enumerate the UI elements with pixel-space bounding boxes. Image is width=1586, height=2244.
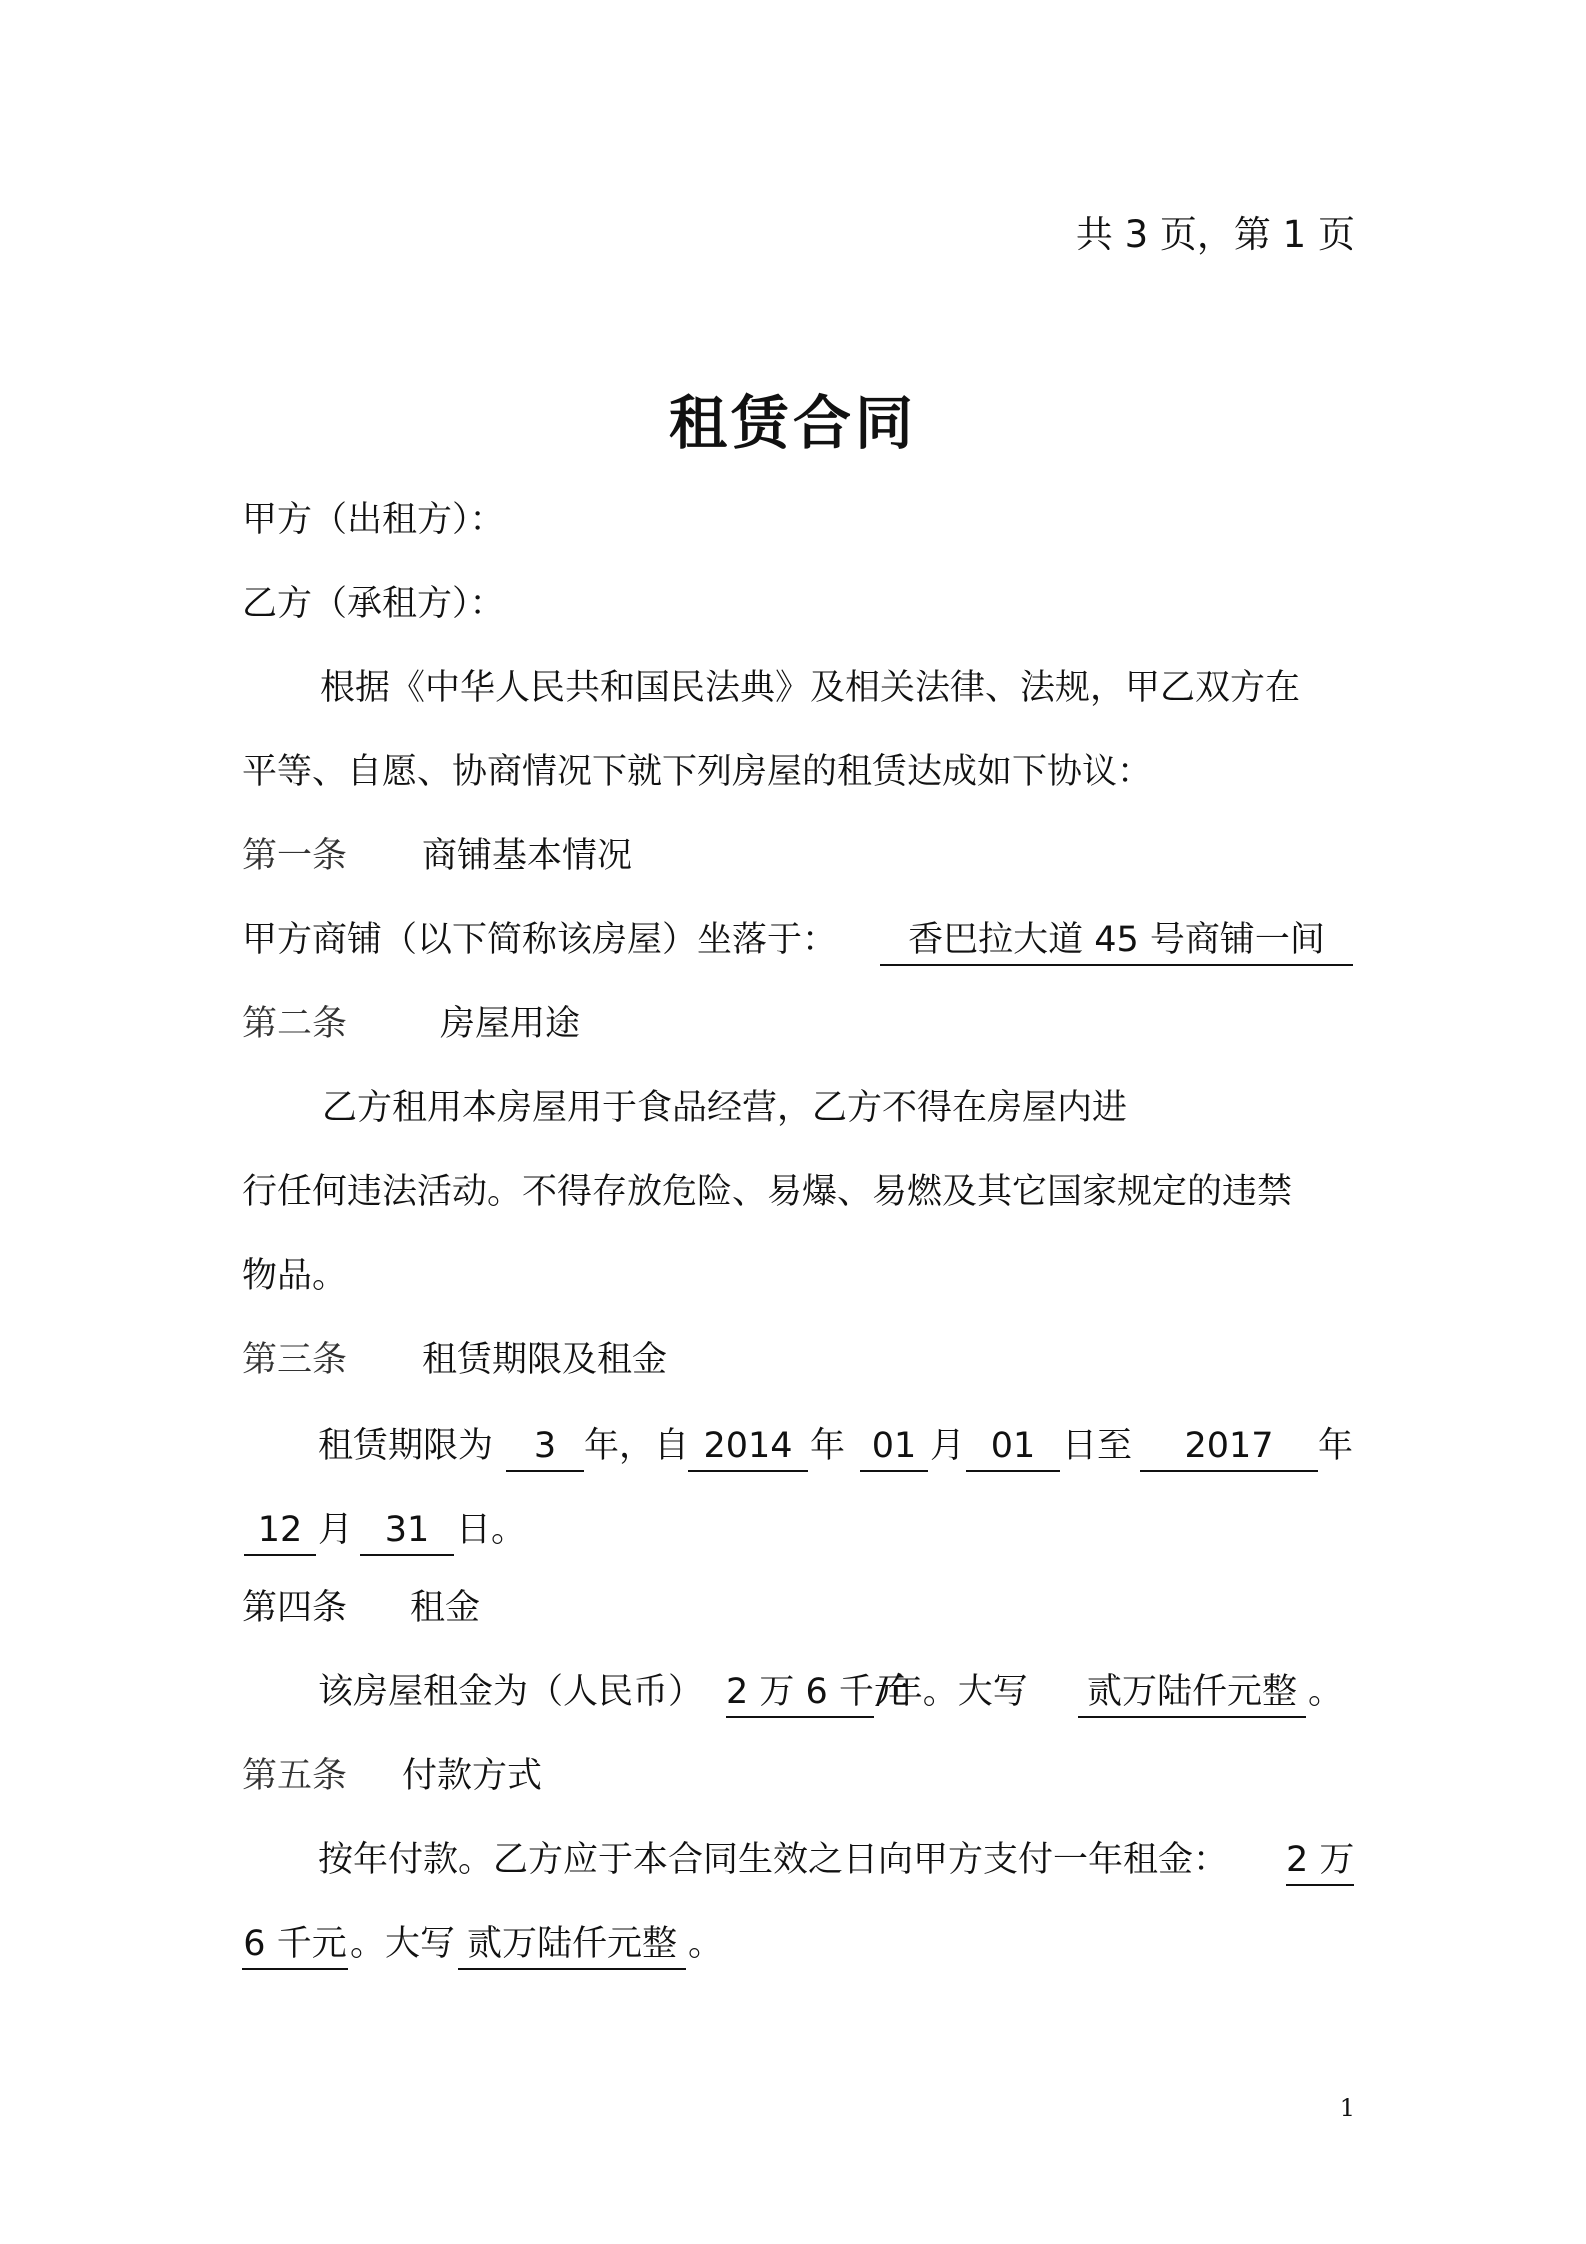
start-year-char: 年 [810,1426,846,1466]
article-5-heading: 付款方式 [402,1756,543,1796]
term-years: 3 [506,1422,584,1472]
payment-amount-part-2: 6 千元 [242,1920,348,1970]
rent-end: 。 [1308,1672,1344,1712]
end-year: 2017 [1140,1422,1318,1472]
start-year: 2014 [688,1422,808,1472]
preamble-line-2: 平等、自愿、协商情况下就下列房屋的租赁达成如下协议： [242,752,1153,792]
end-month-char: 月 [318,1510,354,1550]
term-label: 租赁期限为 [318,1426,494,1466]
article-1-location-value: 香巴拉大道 45 号商铺一间 [880,916,1353,966]
term-year-from: 年，自 [584,1426,690,1466]
party-b-label: 乙方（承租方）： [242,584,505,624]
rent-amount: 2 万 6 千元 [726,1668,874,1718]
article-4-heading: 租金 [410,1588,481,1628]
article-5-number: 第五条 [242,1756,348,1796]
start-month: 01 [860,1422,928,1472]
article-2-line-3: 物品。 [242,1256,348,1296]
party-a-label: 甲方（出租方）： [242,500,505,540]
start-day-to: 日至 [1062,1426,1133,1466]
article-2-line-1: 乙方租用本房屋用于食品经营，乙方不得在房屋内进 [322,1088,1128,1128]
end-year-char: 年 [1318,1426,1354,1466]
rent-unit: /年。大写 [876,1672,1028,1712]
article-3-number: 第三条 [242,1340,348,1380]
article-4-number: 第四条 [242,1588,348,1628]
article-2-heading: 房屋用途 [440,1004,581,1044]
preamble-line-1: 根据《中华人民共和国民法典》及相关法律、法规，甲乙双方在 [320,668,1301,708]
start-day: 01 [966,1422,1060,1472]
end-day-char: 日。 [456,1510,527,1550]
end-day: 31 [360,1506,454,1556]
payment-capital-label: 。大写 [350,1924,456,1964]
payment-capital-value: 贰万陆仟元整 [458,1920,686,1970]
start-month-char: 月 [930,1426,966,1466]
end-month: 12 [244,1506,316,1556]
article-2-number: 第二条 [242,1004,348,1044]
article-3-heading: 租赁期限及租金 [422,1340,668,1380]
payment-line-1: 按年付款。乙方应于本合同生效之日向甲方支付一年租金： [318,1840,1229,1880]
page-count: 共 3 页，第 1 页 [1075,213,1355,256]
article-2-line-2: 行任何违法活动。不得存放危险、易爆、易燃及其它国家规定的违禁 [242,1172,1293,1212]
page-number: 1 [1339,2094,1355,2122]
document-title: 租赁合同 [668,389,917,457]
payment-end: 。 [688,1924,724,1964]
article-1-number: 第一条 [242,836,348,876]
article-1-heading: 商铺基本情况 [422,836,633,876]
payment-amount-part-1: 2 万 [1286,1836,1354,1886]
rent-label: 该房屋租金为（人民币） [318,1672,704,1712]
rent-capital: 贰万陆仟元整 [1078,1668,1306,1718]
article-1-location-label: 甲方商铺（以下简称该房屋）坐落于： [242,920,838,960]
